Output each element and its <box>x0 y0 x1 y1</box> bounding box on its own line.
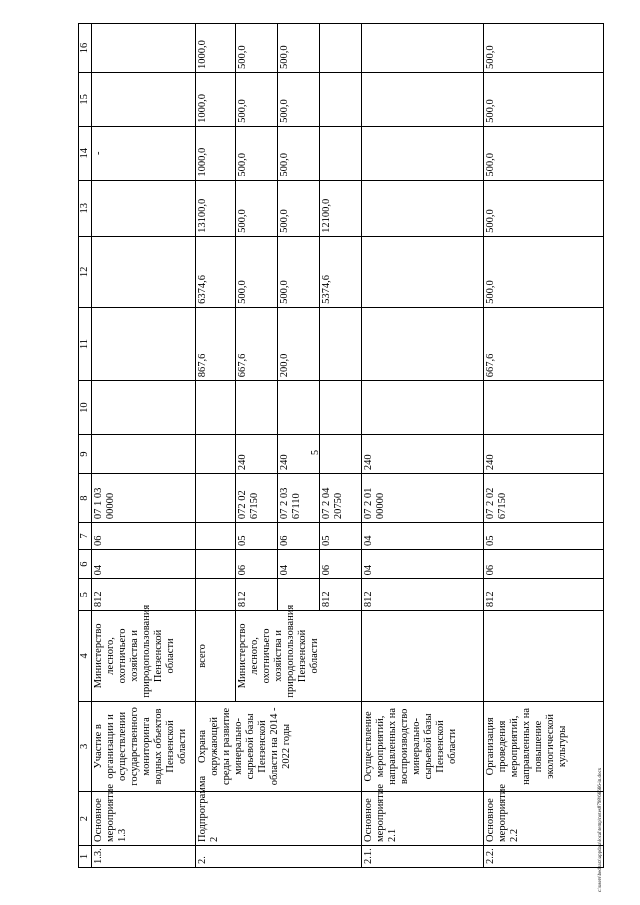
page-number: 5 <box>310 450 321 455</box>
row-number: 2.1. <box>362 845 484 867</box>
cell-c10 <box>320 381 362 435</box>
cell-c14: 500,0 <box>484 126 604 180</box>
cell-c10 <box>278 381 320 435</box>
col-header: 11 <box>79 307 92 380</box>
cell-pr: 06 <box>92 523 196 550</box>
cell-vr <box>196 435 236 474</box>
executor <box>362 611 484 702</box>
cell-c15 <box>320 73 362 127</box>
cell-c15 <box>92 73 196 127</box>
cell-rz: 06 <box>484 550 604 579</box>
col-header: 8 <box>79 474 92 523</box>
cell-grbs <box>196 579 236 611</box>
cell-c11: 200,0 <box>278 307 320 380</box>
file-path-footer: c:\users\bednarz\appdata\local\temp\notes8798\66666-in.docx <box>598 767 603 892</box>
cell-vr: 240 <box>278 435 320 474</box>
event-description: Участие в организации и осуществлении государственного мониторинга водных объектов Пензенской области <box>92 701 196 792</box>
cell-c11 <box>92 307 196 380</box>
col-header: 4 <box>79 611 92 702</box>
table-row <box>484 24 604 868</box>
cell-grbs: 812 <box>92 579 196 611</box>
cell-vr <box>92 435 196 474</box>
cell-grbs: 812 <box>236 579 278 611</box>
executor: Министерство лесного, охотничьего хозяйства и природопользования Пензенской области <box>236 611 362 702</box>
col-header: 7 <box>79 523 92 550</box>
cell-c15: 500,0 <box>484 73 604 127</box>
col-header: 16 <box>79 24 92 73</box>
cell-csr: 07 2 01 00000 <box>362 474 484 523</box>
col-header: 15 <box>79 73 92 127</box>
cell-csr: 07 1 03 00000 <box>92 474 196 523</box>
event-name: Основное мероприятие 2.1 <box>362 792 484 846</box>
cell-c15: 500,0 <box>236 73 278 127</box>
col-header: 12 <box>79 236 92 307</box>
col-header: 3 <box>79 701 92 792</box>
cell-csr: 072 02 67150 <box>236 474 278 523</box>
event-description: Охрана окружающей среды и развитие минерально-сырьевой базы Пензенской области на 2014 - 2022 годы <box>196 701 362 792</box>
col-header: 5 <box>79 579 92 611</box>
cell-rz: 04 <box>362 550 484 579</box>
cell-c15: 1000,0 <box>196 73 236 127</box>
cell-pr: 05 <box>236 523 278 550</box>
col-header: 14 <box>79 126 92 180</box>
header-row <box>79 24 92 868</box>
event-name: Основное мероприятие 2.2 <box>484 792 604 846</box>
cell-c14 <box>320 126 362 180</box>
cell-c11: 667,6 <box>484 307 604 380</box>
cell-c15: 500,0 <box>278 73 320 127</box>
cell-c12 <box>362 236 484 307</box>
col-header: 2 <box>79 792 92 846</box>
row-number: 1.3. <box>92 845 196 867</box>
cell-c15 <box>362 73 484 127</box>
cell-c16: 500,0 <box>236 24 278 73</box>
cell-csr: 07 2 04 20750 <box>320 474 362 523</box>
event-name: Подпрограмма 2 <box>196 792 362 846</box>
cell-c12: 500,0 <box>484 236 604 307</box>
cell-rz <box>196 550 236 579</box>
cell-grbs <box>278 579 320 611</box>
cell-pr <box>196 523 236 550</box>
cell-c13: 500,0 <box>278 180 320 236</box>
cell-c14: - <box>92 126 196 180</box>
cell-vr: 240 <box>362 435 484 474</box>
cell-csr: 07 2 03 67110 <box>278 474 320 523</box>
cell-vr: 240 <box>484 435 604 474</box>
cell-c14: 1000,0 <box>196 126 236 180</box>
cell-c16: 1000,0 <box>196 24 236 73</box>
event-name: Основное мероприятие 1.3 <box>92 792 196 846</box>
cell-c12: 5374,6 <box>320 236 362 307</box>
cell-c14 <box>362 126 484 180</box>
event-description: Организация проведения мероприятий, направленных на повышение экологической культуры <box>484 701 604 792</box>
cell-pr: 06 <box>278 523 320 550</box>
cell-c10 <box>362 381 484 435</box>
cell-c10 <box>92 381 196 435</box>
cell-c14: 500,0 <box>278 126 320 180</box>
cell-c12: 6374,6 <box>196 236 236 307</box>
cell-c10 <box>236 381 278 435</box>
cell-c13 <box>92 180 196 236</box>
cell-c14: 500,0 <box>236 126 278 180</box>
cell-pr: 05 <box>320 523 362 550</box>
cell-rz: 06 <box>236 550 278 579</box>
cell-grbs: 812 <box>484 579 604 611</box>
cell-pr: 05 <box>484 523 604 550</box>
cell-c12: 500,0 <box>236 236 278 307</box>
cell-c11: 867,6 <box>196 307 236 380</box>
cell-grbs: 812 <box>320 579 362 611</box>
cell-c13: 500,0 <box>236 180 278 236</box>
col-header: 9 <box>79 435 92 474</box>
cell-rz: 06 <box>320 550 362 579</box>
rotated-table-wrapper <box>78 23 612 868</box>
col-header: 1 <box>79 845 92 867</box>
cell-c13: 12100,0 <box>320 180 362 236</box>
row-number: 2.2. <box>484 845 604 867</box>
executor <box>484 611 604 702</box>
cell-c12: 500,0 <box>278 236 320 307</box>
cell-pr: 04 <box>362 523 484 550</box>
col-header: 6 <box>79 550 92 579</box>
cell-c16: 500,0 <box>484 24 604 73</box>
cell-grbs: 812 <box>362 579 484 611</box>
cell-c13: 13100,0 <box>196 180 236 236</box>
cell-vr <box>320 435 362 474</box>
col-header: 13 <box>79 180 92 236</box>
event-description: Осуществление мероприятий, направленных на воспроизводство минерально-сырьевой базы Пензенской области <box>362 701 484 792</box>
executor: всего <box>196 611 236 702</box>
cell-c11 <box>320 307 362 380</box>
executor: Министерство лесного, охотничьего хозяйства и природопользования Пензенской области <box>92 611 196 702</box>
cell-csr: 07 2 02 67150 <box>484 474 604 523</box>
cell-c16: 500,0 <box>278 24 320 73</box>
cell-c11: 667,6 <box>236 307 278 380</box>
cell-c16 <box>362 24 484 73</box>
cell-c12 <box>92 236 196 307</box>
cell-rz: 04 <box>278 550 320 579</box>
cell-csr <box>196 474 236 523</box>
cell-rz: 04 <box>92 550 196 579</box>
cell-vr: 240 <box>236 435 278 474</box>
table-row <box>362 24 484 868</box>
table-row <box>196 24 236 868</box>
program-table <box>78 23 604 868</box>
cell-c13: 500,0 <box>484 180 604 236</box>
cell-c10 <box>196 381 236 435</box>
cell-c10 <box>484 381 604 435</box>
cell-c11 <box>362 307 484 380</box>
cell-c16 <box>92 24 196 73</box>
cell-c16 <box>320 24 362 73</box>
table-row <box>92 24 196 868</box>
col-header: 10 <box>79 381 92 435</box>
cell-c13 <box>362 180 484 236</box>
row-number: 2. <box>196 845 362 867</box>
